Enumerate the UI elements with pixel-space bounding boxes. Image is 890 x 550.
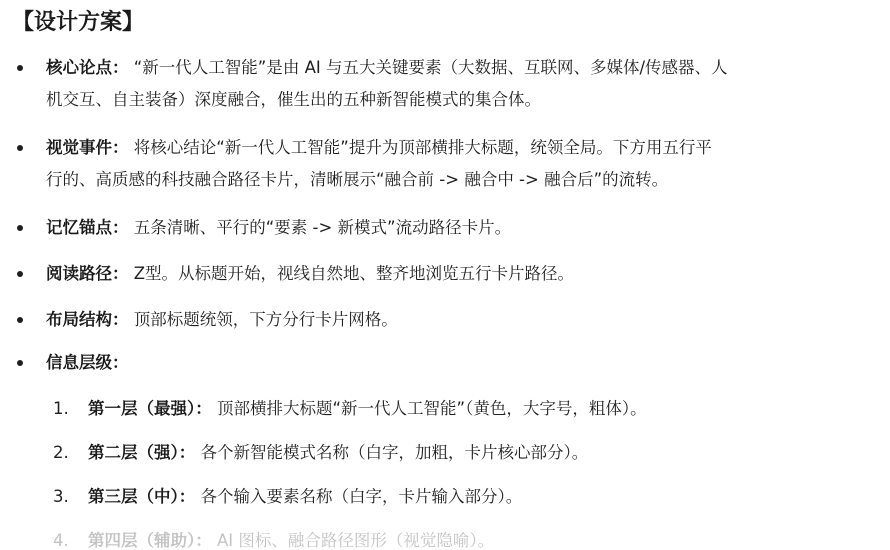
bullet-label: 布局结构：: [46, 310, 129, 329]
level-label: 第三层（中）：: [88, 487, 196, 506]
bullet-body: 顶部标题统领，下方分行卡片网格。: [128, 310, 398, 329]
bullet-body-continued: 机交互、自主装备）深度融合，催生出的五种新智能模式的集合体。: [46, 90, 541, 109]
bullet-label: 信息层级：: [46, 353, 129, 372]
bullet-text: [46, 258, 876, 290]
bullet-dot-icon: [17, 317, 23, 323]
level-label: 第二层（强）：: [88, 443, 196, 462]
list-number: 1.: [53, 399, 69, 418]
level-body: 各个新智能模式名称（白字，加粗，卡片核心部分）。: [195, 443, 589, 462]
list-number: 4.: [53, 531, 69, 550]
section-heading: 【设计方案】: [12, 10, 145, 35]
bullet-text: [46, 52, 876, 116]
bullet-dot-icon: [17, 271, 23, 277]
level-label: 第一层（最强）：: [88, 399, 212, 418]
bullet-text: [46, 304, 876, 336]
bullet-dot-icon: [17, 225, 23, 231]
list-item-text: [88, 526, 494, 550]
bullet-dot-icon: [17, 145, 23, 151]
list-number: 2.: [53, 443, 69, 462]
list-item-text: [88, 394, 647, 424]
bullet-dot-icon: [17, 360, 23, 366]
bullet-body: Z型。从标题开始，视线自然地、整齐地浏览五行卡片路径。: [128, 264, 575, 283]
level-label: 第四层（辅助）：: [88, 531, 212, 550]
level-body: 顶部横排大标题“新一代人工智能”（黄色，大字号，粗体）。: [211, 399, 647, 418]
bullet-body: 五条清晰、平行的“要素 -> 新模式”流动路径卡片。: [128, 218, 512, 237]
list-item-text: [88, 482, 522, 512]
level-body: 各个输入要素名称（白字，卡片输入部分）。: [195, 487, 523, 506]
bullet-label: 核心论点：: [46, 58, 129, 77]
bullet-label: 记忆锚点：: [46, 218, 129, 237]
bullet-text: [46, 347, 876, 379]
bullet-body: “新一代人工智能”是由 AI 与五大关键要素（大数据、互联网、多媒体/传感器、人: [128, 58, 728, 77]
bullet-dot-icon: [17, 65, 23, 71]
list-number: 3.: [53, 487, 69, 506]
level-body: AI 图标、融合路径图形（视觉隐喻）。: [211, 531, 495, 550]
list-item-text: [88, 438, 588, 468]
bullet-label: 阅读路径：: [46, 264, 129, 283]
bullet-text: [46, 132, 876, 196]
bullet-body: 将核心结论“新一代人工智能”提升为顶部横排大标题，统领全局。下方用五行平: [128, 138, 712, 157]
bullet-text: [46, 212, 876, 244]
bullet-label: 视觉事件：: [46, 138, 129, 157]
bullet-body-continued: 行的、高质感的科技融合路径卡片，清晰展示“融合前 -> 融合中 -> 融合后”的流转。: [46, 170, 669, 189]
